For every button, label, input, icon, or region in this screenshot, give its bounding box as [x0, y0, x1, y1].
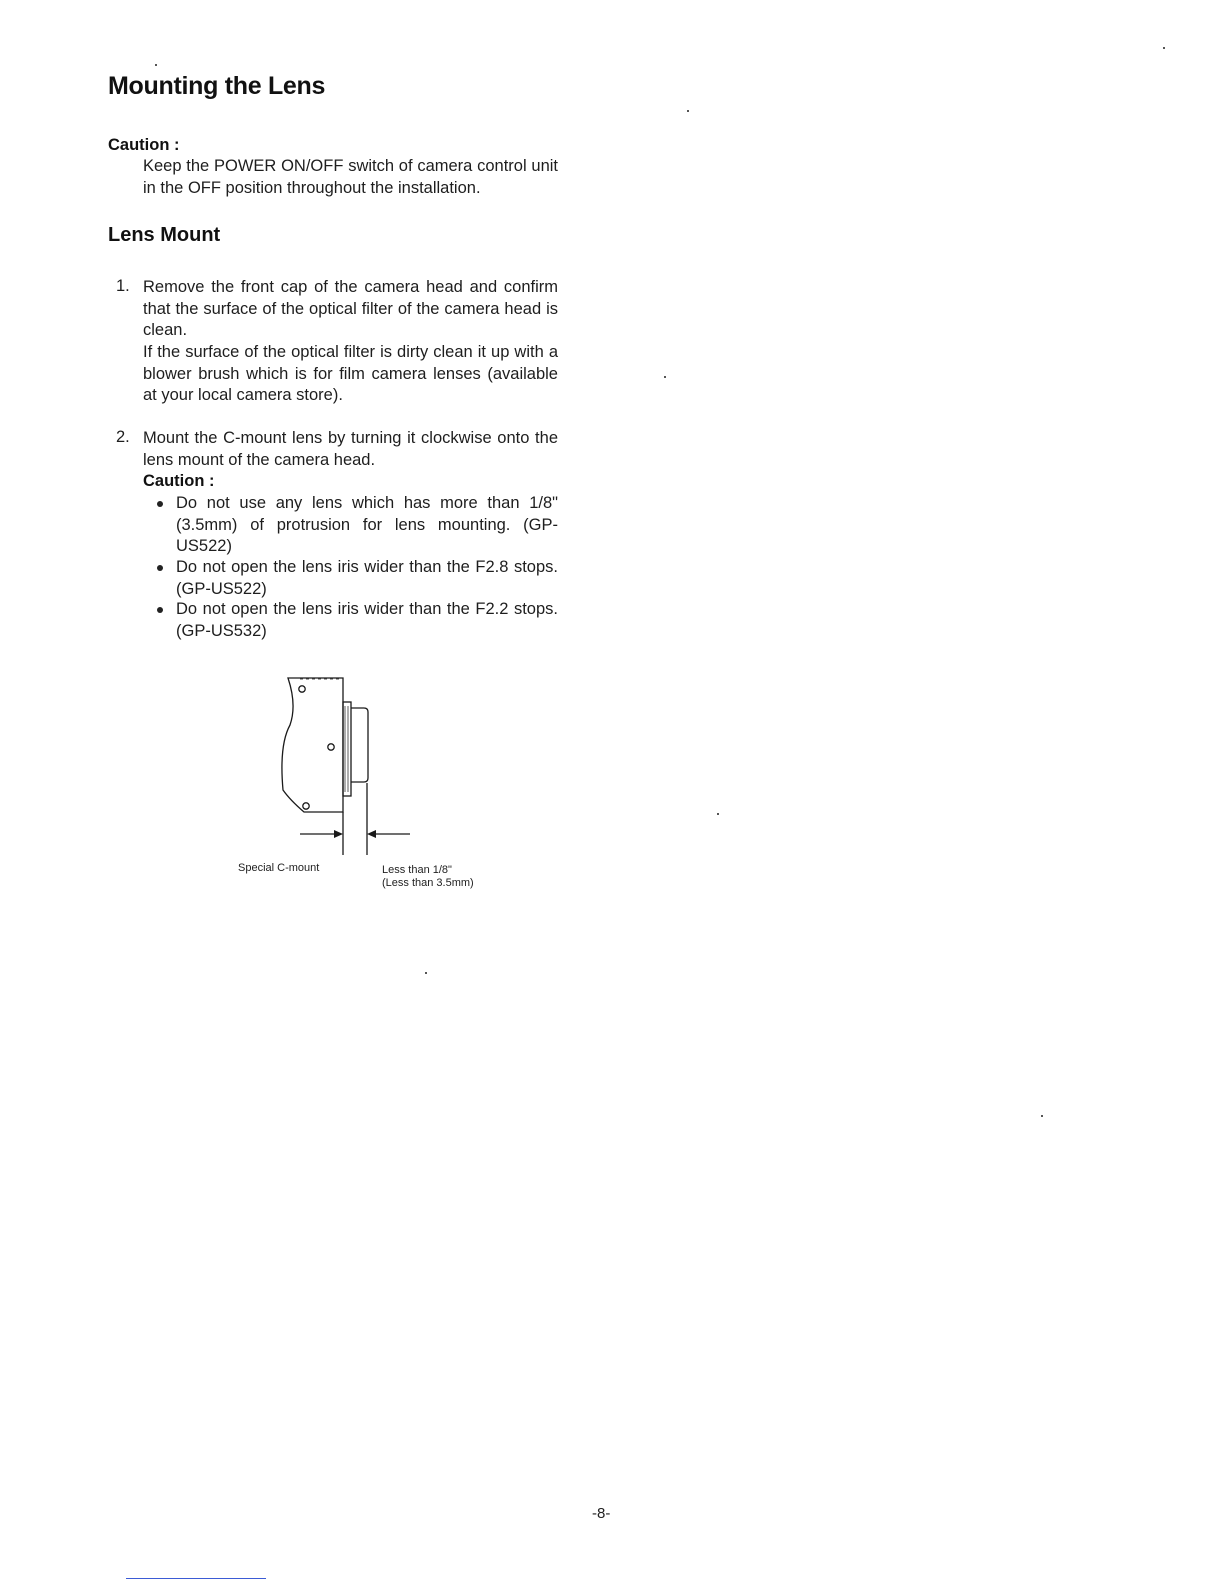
caution-bullet: Do not open the lens iris wider than the F2.2 stops. (GP-US532)	[176, 600, 558, 640]
figure-label-limit-metric: (Less than 3.5mm)	[382, 877, 474, 889]
scan-speck	[425, 972, 427, 974]
step-2-text: Mount the C-mount lens by turning it clockwise onto the lens mount of the camera head.	[143, 429, 558, 469]
figure-label-limit: Less than 1/8"	[382, 864, 452, 876]
step-number: 2.	[116, 428, 130, 446]
lens-protrusion	[351, 708, 368, 782]
page-title: Mounting the Lens	[108, 72, 326, 100]
page-number: -8-	[592, 1505, 611, 1522]
scan-speck	[1163, 47, 1165, 49]
scan-speck	[664, 376, 666, 378]
lens-mount-flange	[343, 702, 351, 796]
section-heading: Lens Mount	[108, 224, 221, 246]
scan-speck	[1041, 1115, 1043, 1117]
caution-bullet: Do not open the lens iris wider than the F2.8 stops. (GP-US522)	[176, 558, 558, 598]
caution-bullet: Do not use any lens which has more than 1/8" (3.5mm) of protrusion for lens mounting. (GP-US522)	[176, 494, 558, 555]
screw-hole	[303, 803, 309, 809]
scan-speck	[687, 110, 689, 112]
caution-text: Keep the POWER ON/OFF switch of camera control unit in the OFF position throughout the installation.	[143, 157, 558, 197]
caution-label: Caution :	[108, 136, 180, 154]
screw-hole	[328, 744, 334, 750]
step-1-paragraph: If the surface of the optical filter is dirty clean it up with a blower brush which is for film camera lenses (available at your local camera store).	[143, 343, 558, 404]
caution-label: Caution :	[143, 472, 215, 490]
arrow-head	[334, 830, 343, 838]
scan-speck	[717, 813, 719, 815]
scan-speck	[155, 64, 157, 66]
bottom-edge-line	[126, 1578, 266, 1579]
figure-label-mount: Special C-mount	[238, 862, 320, 874]
step-1-paragraph: Remove the front cap of the camera head and confirm that the surface of the optical filter of the camera head is clean.	[143, 278, 558, 339]
arrow-head	[367, 830, 376, 838]
step-number: 1.	[116, 277, 130, 295]
screw-hole	[299, 686, 305, 692]
